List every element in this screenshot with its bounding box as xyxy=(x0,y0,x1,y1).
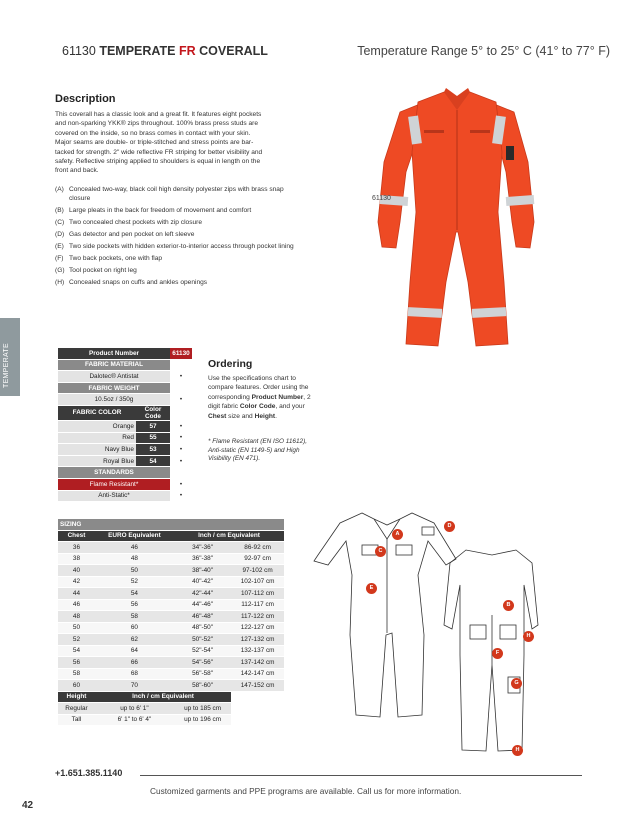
color-name: Royal Blue xyxy=(58,455,136,467)
description-title: Description xyxy=(55,93,116,105)
side-tab xyxy=(0,318,20,396)
color-code: 54 xyxy=(136,455,170,467)
table-row xyxy=(58,432,192,444)
coverall-photo xyxy=(372,82,542,352)
check-dot: • xyxy=(170,432,192,444)
standards-footnote: * Flame Resistant (EN ISO 11612), Anti-static (EN 1149-5) and High Visibility (EN 471). xyxy=(208,438,307,463)
table-row xyxy=(58,490,192,502)
table-row: 54 64 52"-54" 132-137 cm xyxy=(58,645,284,657)
footer-divider xyxy=(140,775,582,776)
column-header: Inch / cm Equivalent xyxy=(95,691,231,703)
feature-key: (A) xyxy=(55,186,64,193)
feature-key: (D) xyxy=(55,231,65,239)
table-row: 60 70 58"-60" 147-152 cm xyxy=(58,680,284,692)
check-dot: • xyxy=(170,394,192,406)
feature-item xyxy=(55,185,295,204)
ordering-body: Use the specifications chart to compare features. Order using the corresponding Product Number, 2 digit fabric Color Code, and your Chest size and Height. xyxy=(208,375,311,420)
callout-marker: B xyxy=(503,600,514,611)
fabric-weight-label: FABRIC WEIGHT xyxy=(58,382,170,394)
color-code: 57 xyxy=(136,420,170,432)
table-row: 48 58 46"-48" 117-122 cm xyxy=(58,611,284,623)
table-row: 42 52 40"-42" 102-107 cm xyxy=(58,576,284,588)
table-row xyxy=(58,455,192,467)
check-dot: • xyxy=(170,444,192,456)
table-row xyxy=(58,405,192,420)
temperature-range: Temperature Range 5° to 25° C (41° to 77° F) xyxy=(357,44,610,58)
column-header: Chest xyxy=(58,530,95,542)
feature-item xyxy=(55,218,295,227)
style-number-label: 61130 xyxy=(372,195,391,202)
feature-item xyxy=(55,266,295,275)
fabric-material: Dalotec® Antistat xyxy=(58,371,170,383)
feature-item xyxy=(55,230,295,239)
feature-key: (H) xyxy=(55,279,65,287)
fr-tag: FR xyxy=(178,44,196,58)
color-code: 53 xyxy=(136,444,170,456)
callout-marker: A xyxy=(392,529,403,540)
table-row: 36 46 34"-36" 86-92 cm xyxy=(58,542,284,554)
check-dot: • xyxy=(170,455,192,467)
table-row xyxy=(58,691,284,703)
product-number-label: Product Number xyxy=(58,348,170,359)
product-spec-table xyxy=(58,348,192,502)
table-row: 56 66 54"-56" 137-142 cm xyxy=(58,657,284,669)
feature-text: Large pleats in the back for freedom of movement and comfort xyxy=(69,207,252,215)
table-row xyxy=(58,359,192,371)
check-dot: • xyxy=(170,478,192,490)
check-dot: • xyxy=(170,490,192,502)
table-row: 46 56 44"-46" 112-117 cm xyxy=(58,599,284,611)
ordering-title: Ordering xyxy=(208,358,253,370)
standard-item: Anti-Static* xyxy=(58,490,170,502)
table-row: 58 68 56"-58" 142-147 cm xyxy=(58,668,284,680)
check-dot: • xyxy=(170,420,192,432)
table-row: 44 54 42"-44" 107-112 cm xyxy=(58,588,284,600)
feature-text: Two concealed chest pockets with zip closure xyxy=(69,219,203,227)
sizing-title: SIZING xyxy=(58,519,284,530)
feature-item xyxy=(55,206,295,215)
description-body: This coverall has a classic look and a great fit. It features eight pockets and non-sparking YKK® zips throughout. 100% brass press studs are covered on the inside, so no brass comes in contact with your skin. Major seams are double- or triple-stitched and stress points are bar-tacked for strength. 2" wide reflective FR striping for better visibility and safety. Reflective striping applied to shoulders is equal in length on the front and back. xyxy=(55,111,263,175)
feature-item xyxy=(55,278,295,287)
callout-marker: F xyxy=(492,648,503,659)
column-header: Height xyxy=(58,691,95,703)
check-dot: • xyxy=(170,371,192,383)
fabric-weight: 10.5oz / 350g xyxy=(58,394,170,406)
product-number: 61130 xyxy=(170,348,192,359)
feature-key: (F) xyxy=(55,255,64,263)
table-row xyxy=(58,420,192,432)
callout-marker: G xyxy=(511,678,522,689)
phone-number: +1.651.385.1140 xyxy=(55,768,123,778)
callout-marker: E xyxy=(366,583,377,594)
standard-item: Flame Resistant* xyxy=(58,478,170,490)
feature-key: (E) xyxy=(55,243,64,251)
table-row: Regular up to 6' 1" up to 185 cm xyxy=(58,703,284,715)
table-row xyxy=(58,519,284,530)
color-name: Orange xyxy=(58,420,136,432)
sizing-table xyxy=(58,519,284,726)
feature-text: Two side pockets with hidden exterior-to-interior access through pocket lining xyxy=(69,243,294,251)
footer-tagline: Customized garments and PPE programs are available. Call us for more information. xyxy=(150,786,462,796)
product-code: 61130 xyxy=(62,44,96,58)
feature-list xyxy=(55,185,295,290)
color-code: 55 xyxy=(136,432,170,444)
table-row xyxy=(58,478,192,490)
feature-key: (B) xyxy=(55,207,64,215)
feature-key: (G) xyxy=(55,267,65,275)
page-number: 42 xyxy=(22,800,34,811)
table-row xyxy=(58,348,192,359)
table-row xyxy=(58,382,192,394)
color-name: Red xyxy=(58,432,136,444)
feature-text: Concealed snaps on cuffs and ankles openings xyxy=(69,279,208,287)
callout-marker: H xyxy=(523,631,534,642)
feature-key: (C) xyxy=(55,219,65,227)
column-header: Inch / cm Equivalent xyxy=(174,530,284,542)
callout-marker: H xyxy=(512,745,523,756)
color-name: Navy Blue xyxy=(58,444,136,456)
table-row: 50 60 48"-50" 122-127 cm xyxy=(58,622,284,634)
table-row: Tall 6' 1" to 6' 4" up to 196 cm xyxy=(58,714,284,726)
column-header: EURO Equivalent xyxy=(95,530,174,542)
standards-label: STANDARDS xyxy=(58,467,170,479)
table-row: 40 50 38"-40" 97-102 cm xyxy=(58,565,284,577)
table-row xyxy=(58,371,192,383)
table-row: 52 62 50"-52" 127-132 cm xyxy=(58,634,284,646)
feature-text: Concealed two-way, black coil high density polyester zips with brass snap closure xyxy=(69,186,284,203)
table-row: 38 48 36"-38" 92-97 cm xyxy=(58,553,284,565)
color-code-label: Color Code xyxy=(136,405,170,420)
fabric-material-label: FABRIC MATERIAL xyxy=(58,359,170,371)
table-row xyxy=(58,467,192,479)
product-name: COVERALL xyxy=(199,44,268,58)
page-title xyxy=(62,44,268,58)
feature-text: Gas detector and pen pocket on left sleeve xyxy=(69,231,195,239)
coverall-line-drawing xyxy=(310,505,540,765)
table-row xyxy=(58,444,192,456)
feature-text: Two back pockets, one with flap xyxy=(69,255,163,263)
fabric-color-label: FABRIC COLOR xyxy=(58,405,136,420)
table-row xyxy=(58,394,192,406)
callout-marker: D xyxy=(444,521,455,532)
feature-text: Tool pocket on right leg xyxy=(69,267,137,275)
feature-item xyxy=(55,242,295,251)
product-brand: TEMPERATE xyxy=(99,44,176,58)
feature-item xyxy=(55,254,295,263)
side-tab-label: TEMPERATE xyxy=(3,343,10,388)
callout-marker: C xyxy=(375,546,386,557)
table-row xyxy=(58,530,284,542)
